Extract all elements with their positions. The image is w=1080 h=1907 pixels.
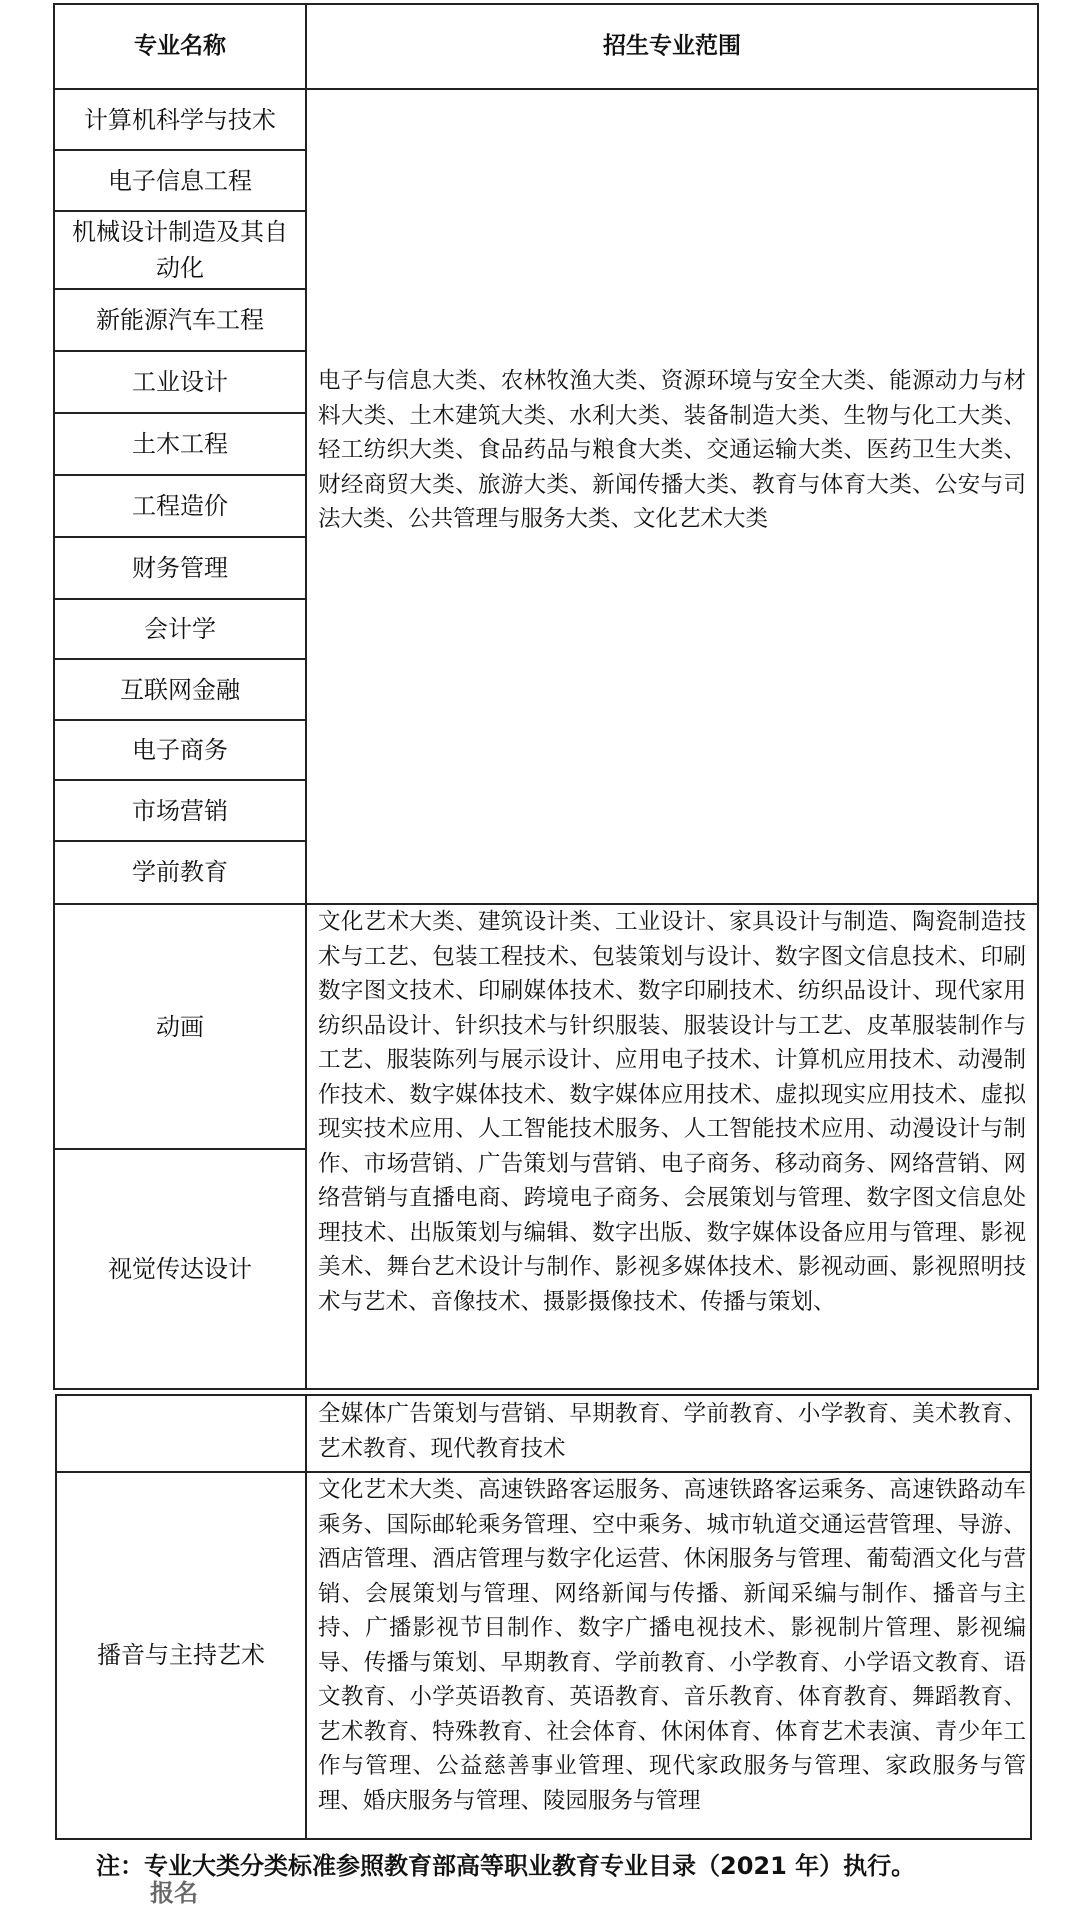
major-internet-finance: 互联网金融	[120, 675, 240, 704]
major-new-energy-vehicle: 新能源汽车工程	[96, 306, 264, 334]
footnote-cut-text: 报名	[150, 1879, 198, 1907]
major-engineering-cost: 工程造价	[132, 492, 228, 520]
major-industrial-design: 工业设计	[132, 368, 228, 396]
major-mechanical-design: 机械设计制造及其自动化	[72, 218, 288, 282]
major-continued-empty	[56, 1395, 306, 1471]
major-broadcasting-hosting: 播音与主持艺术	[97, 1641, 265, 1669]
footnote: 注：专业大类分类标准参照教育部高等职业教育专业目录（2021 年）执行。	[96, 1852, 916, 1880]
header-admission-scope: 招生专业范围	[603, 33, 741, 59]
major-marketing: 市场营销	[132, 796, 228, 825]
scope-group3: 文化艺术大类、高速铁路客运服务、高速铁路客运乘务、高速铁路动车乘务、国际邮轮乘务管理、空中乘务、城市轨道交通运营管理、导游、酒店管理、酒店管理与数字化运营、休闲服务与管理、葡萄酒文化与营销、会展策划与管理、网络新闻与传播、新闻采编与制作、播音与主持、广播影视节目制作、数字广播电视技术、影视制片管理、影视编导、传播与策划、早期教育、学前教育、小学教育、小学语文教育、语文教育、小学英语教育、英语教育、音乐教育、体育教育、舞蹈教育、艺术教育、特殊教育、社会体育、休闲体育、体育艺术表演、青少年工作与管理、公益慈善事业管理、现代家政服务与管理、家政服务与管理、婚庆服务与管理、陵园服务与管理	[318, 1477, 1026, 1814]
major-animation: 动画	[156, 1012, 204, 1041]
scope-group1: 电子与信息大类、农林牧渔大类、资源环境与安全大类、能源动力与材料大类、土木建筑大类、水利大类、装备制造大类、生物与化工大类、轻工纺织大类、食品药品与粮食大类、交通运输大类、医药卫生大类、财经商贸大类、旅游大类、新闻传播大类、教育与体育大类、公安与司法大类、公共管理与服务大类、文化艺术大类	[318, 368, 1026, 532]
major-accounting: 会计学	[144, 615, 216, 643]
major-visual-communication: 视觉传达设计	[108, 1255, 252, 1283]
scope-group2: 文化艺术大类、建筑设计类、工业设计、家具设计与制造、陶瓷制造技术与工艺、包装工程技术、包装策划与设计、数字图文信息技术、印刷数字图文技术、印刷媒体技术、数字印刷技术、纺织品设计、现代家用纺织品设计、针织技术与针织服装、服装设计与工艺、皮革服装制作与工艺、服装陈列与展示设计、应用电子技术、计算机应用技术、动漫制作技术、数字媒体技术、数字媒体应用技术、虚拟现实应用技术、虚拟现实技术应用、人工智能技术服务、人工智能技术应用、动漫设计与制作、市场营销、广告策划与营销、电子商务、移动商务、网络营销、网络营销与直播电商、跨境电子商务、会展策划与管理、数字图文信息处理技术、出版策划与编辑、数字出版、数字媒体设备应用与管理、影视美术、舞台艺术设计与制作、影视多媒体技术、影视动画、影视照明技术与艺术、音像技术、摄影摄像技术、传播与策划、	[318, 909, 1026, 1315]
major-civil-engineering: 土木工程	[132, 430, 228, 458]
major-e-commerce: 电子商务	[132, 736, 228, 764]
major-electronic-info: 电子信息工程	[108, 166, 252, 195]
scope-group2-continued: 全媒体广告策划与营销、早期教育、学前教育、小学教育、美术教育、艺术教育、现代教育技术	[318, 1401, 1026, 1462]
major-computer-science: 计算机科学与技术	[84, 105, 276, 134]
header-major-name: 专业名称	[134, 33, 226, 59]
major-financial-management: 财务管理	[132, 554, 228, 582]
major-preschool-education: 学前教育	[132, 858, 228, 886]
